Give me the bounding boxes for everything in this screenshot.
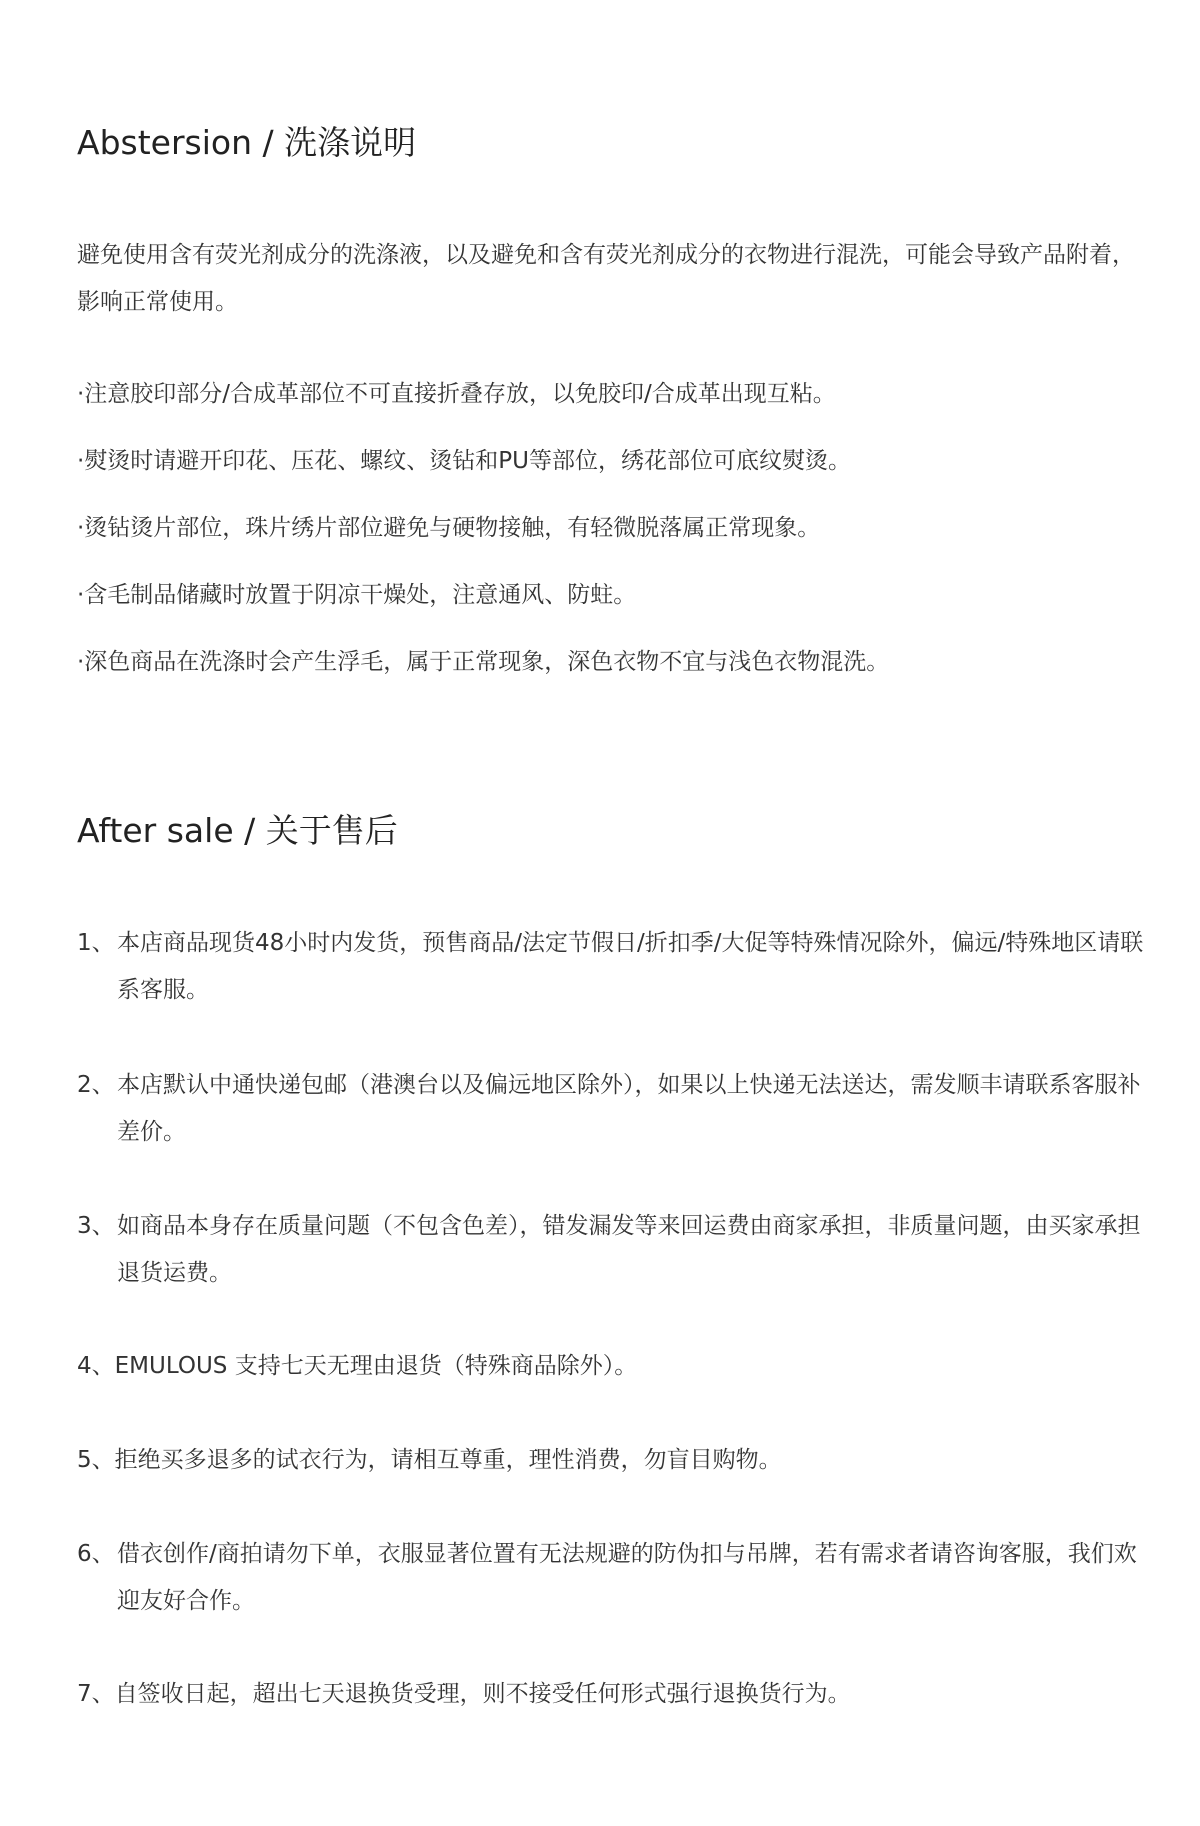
after-sale-item-number: 1、 xyxy=(77,930,115,956)
after-sale-item-3 xyxy=(77,1203,1147,1297)
after-sale-title: After sale / 关于售后 xyxy=(77,811,398,850)
after-sale-item-4 xyxy=(77,1343,1147,1390)
after-sale-item-text: 自签收日起，超出七天退换货受理，则不接受任何形式强行退换货行为。 xyxy=(114,1681,851,1707)
after-sale-item-6 xyxy=(77,1531,1147,1625)
after-sale-item-5 xyxy=(77,1437,1147,1484)
after-sale-item-text: 如商品本身存在质量问题（不包含色差），错发漏发等来回运费由商家承担，非质量问题，由买家承担退货运费。 xyxy=(117,1213,1141,1286)
after-sale-item-number: 7、 xyxy=(77,1681,115,1707)
abstersion-note-1: ·注意胶印部分/合成革部位不可直接折叠存放，以免胶印/合成革出现互粘。 xyxy=(77,381,836,407)
abstersion-note-3: ·烫钻烫片部位，珠片绣片部位避免与硬物接触，有轻微脱落属正常现象。 xyxy=(77,515,821,541)
after-sale-item-text: EMULOUS 支持七天无理由退货（特殊商品除外）。 xyxy=(114,1353,638,1379)
after-sale-item-text: 本店商品现货48小时内发货，预售商品/法定节假日/折扣季/大促等特殊情况除外，偏远/特殊地区请联系客服。 xyxy=(117,930,1144,1003)
abstersion-title: Abstersion / 洗涤说明 xyxy=(77,123,417,162)
abstersion-note-4: ·含毛制品储藏时放置于阴凉干燥处，注意通风、防蛀。 xyxy=(77,582,637,608)
after-sale-item-number: 3、 xyxy=(77,1213,115,1239)
abstersion-note-2: ·熨烫时请避开印花、压花、螺纹、烫钻和PU等部位，绣花部位可底纹熨烫。 xyxy=(77,448,852,474)
abstersion-note-5: ·深色商品在洗涤时会产生浮毛，属于正常现象，深色衣物不宜与浅色衣物混洗。 xyxy=(77,649,890,675)
after-sale-item-number: 4、 xyxy=(77,1353,115,1379)
after-sale-item-7 xyxy=(77,1671,1147,1718)
after-sale-item-text: 借衣创作/商拍请勿下单，衣服显著位置有无法规避的防伪扣与吊牌，若有需求者请咨询客服，我们欢迎友好合作。 xyxy=(117,1541,1137,1614)
after-sale-item-number: 2、 xyxy=(77,1072,115,1098)
after-sale-item-text: 拒绝买多退多的试衣行为，请相互尊重，理性消费，勿盲目购物。 xyxy=(114,1447,782,1473)
abstersion-intro: 避免使用含有荧光剂成分的洗涤液，以及避免和含有荧光剂成分的衣物进行混洗，可能会导致产品附着，影响正常使用。 xyxy=(77,242,1135,315)
after-sale-item-1 xyxy=(77,920,1147,1014)
after-sale-item-number: 6、 xyxy=(77,1541,115,1567)
after-sale-item-2 xyxy=(77,1062,1147,1156)
after-sale-item-text: 本店默认中通快递包邮（港澳台以及偏远地区除外），如果以上快递无法送达，需发顺丰请联系客服补差价。 xyxy=(117,1072,1141,1145)
after-sale-item-number: 5、 xyxy=(77,1447,115,1473)
